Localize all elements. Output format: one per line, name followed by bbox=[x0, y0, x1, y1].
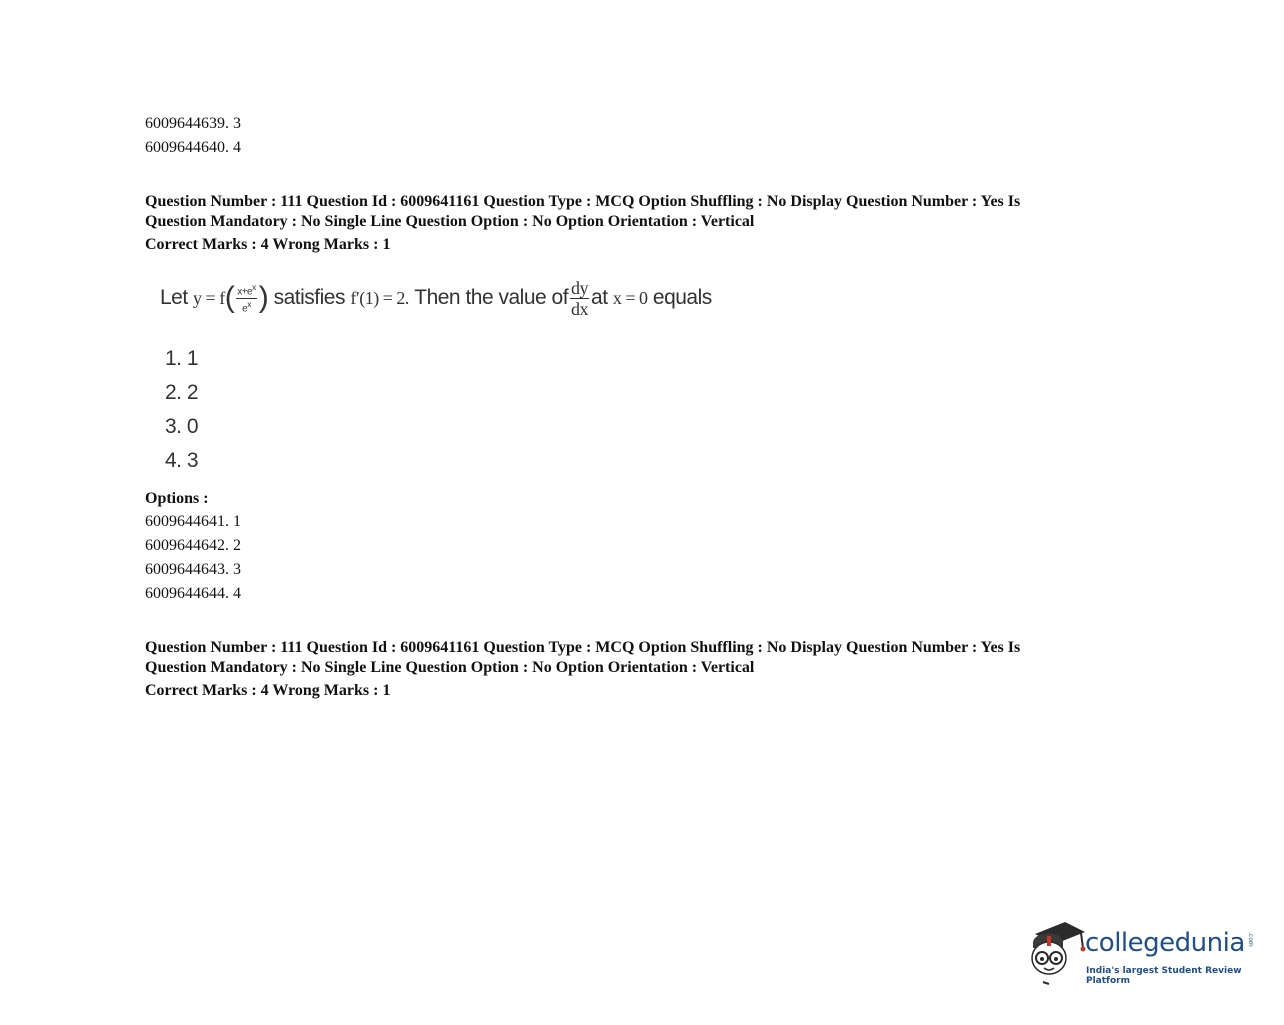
student-mascot-icon bbox=[1025, 918, 1087, 990]
question-math: y = f bbox=[193, 287, 225, 308]
question-text: equals bbox=[652, 286, 712, 309]
option-line: 6009644641. 1 bbox=[145, 513, 241, 530]
question-meta-1 bbox=[145, 192, 1105, 232]
inner-num: x+e bbox=[237, 286, 253, 298]
derivative-den: dx bbox=[571, 298, 589, 319]
option-line: 6009644639. 3 bbox=[145, 115, 241, 132]
inner-fraction bbox=[236, 282, 257, 314]
logo-suffix: .com bbox=[1247, 932, 1254, 947]
choice-item: 3. 0 bbox=[165, 415, 199, 438]
collegedunia-logo bbox=[1025, 918, 1255, 990]
paren-close: ) bbox=[258, 281, 269, 314]
question-math: x = 0 bbox=[612, 287, 648, 308]
logo-tagline: India's largest Student Review Platform bbox=[1086, 966, 1242, 986]
question-meta-2 bbox=[145, 638, 1105, 678]
marks-line: Correct Marks : 4 Wrong Marks : 1 bbox=[145, 236, 391, 253]
derivative-fraction bbox=[570, 278, 589, 319]
question-text: satisfies bbox=[273, 286, 345, 309]
question-meta-line: Question Mandatory : No Single Line Question Option : No Option Orientation : Vertical bbox=[145, 659, 755, 676]
paren-open: ( bbox=[224, 281, 235, 314]
option-line: 6009644643. 3 bbox=[145, 561, 241, 578]
derivative-num: dy bbox=[571, 277, 589, 298]
inner-den-sup: x bbox=[247, 298, 251, 309]
question-meta-line: Question Number : 111 Question Id : 6009641161 Question Type : MCQ Option Shuffling : No Display Question Number : Yes Is bbox=[145, 193, 1021, 210]
question-text: Let bbox=[160, 286, 188, 309]
question-text: Then the value of bbox=[414, 286, 569, 309]
question-meta-line: Question Number : 111 Question Id : 6009641161 Question Type : MCQ Option Shuffling : No Display Question Number : Yes Is bbox=[145, 639, 1021, 656]
option-line: 6009644640. 4 bbox=[145, 139, 241, 156]
choice-item: 1. 1 bbox=[165, 347, 199, 370]
choice-item: 2. 2 bbox=[165, 381, 199, 404]
question-math: f′(1) = 2. bbox=[350, 287, 409, 308]
choice-item: 4. 3 bbox=[165, 449, 199, 472]
logo-wordmark: collegedunia bbox=[1085, 928, 1245, 958]
question-meta-line: Question Mandatory : No Single Line Question Option : No Option Orientation : Vertical bbox=[145, 213, 755, 230]
option-line: 6009644642. 2 bbox=[145, 537, 241, 554]
options-label: Options : bbox=[145, 490, 209, 507]
option-line: 6009644644. 4 bbox=[145, 585, 241, 602]
marks-line: Correct Marks : 4 Wrong Marks : 1 bbox=[145, 682, 391, 699]
inner-num-sup: x bbox=[252, 282, 256, 293]
question-image bbox=[160, 268, 712, 328]
question-text: at bbox=[591, 286, 608, 309]
inner-den: e bbox=[242, 302, 248, 314]
